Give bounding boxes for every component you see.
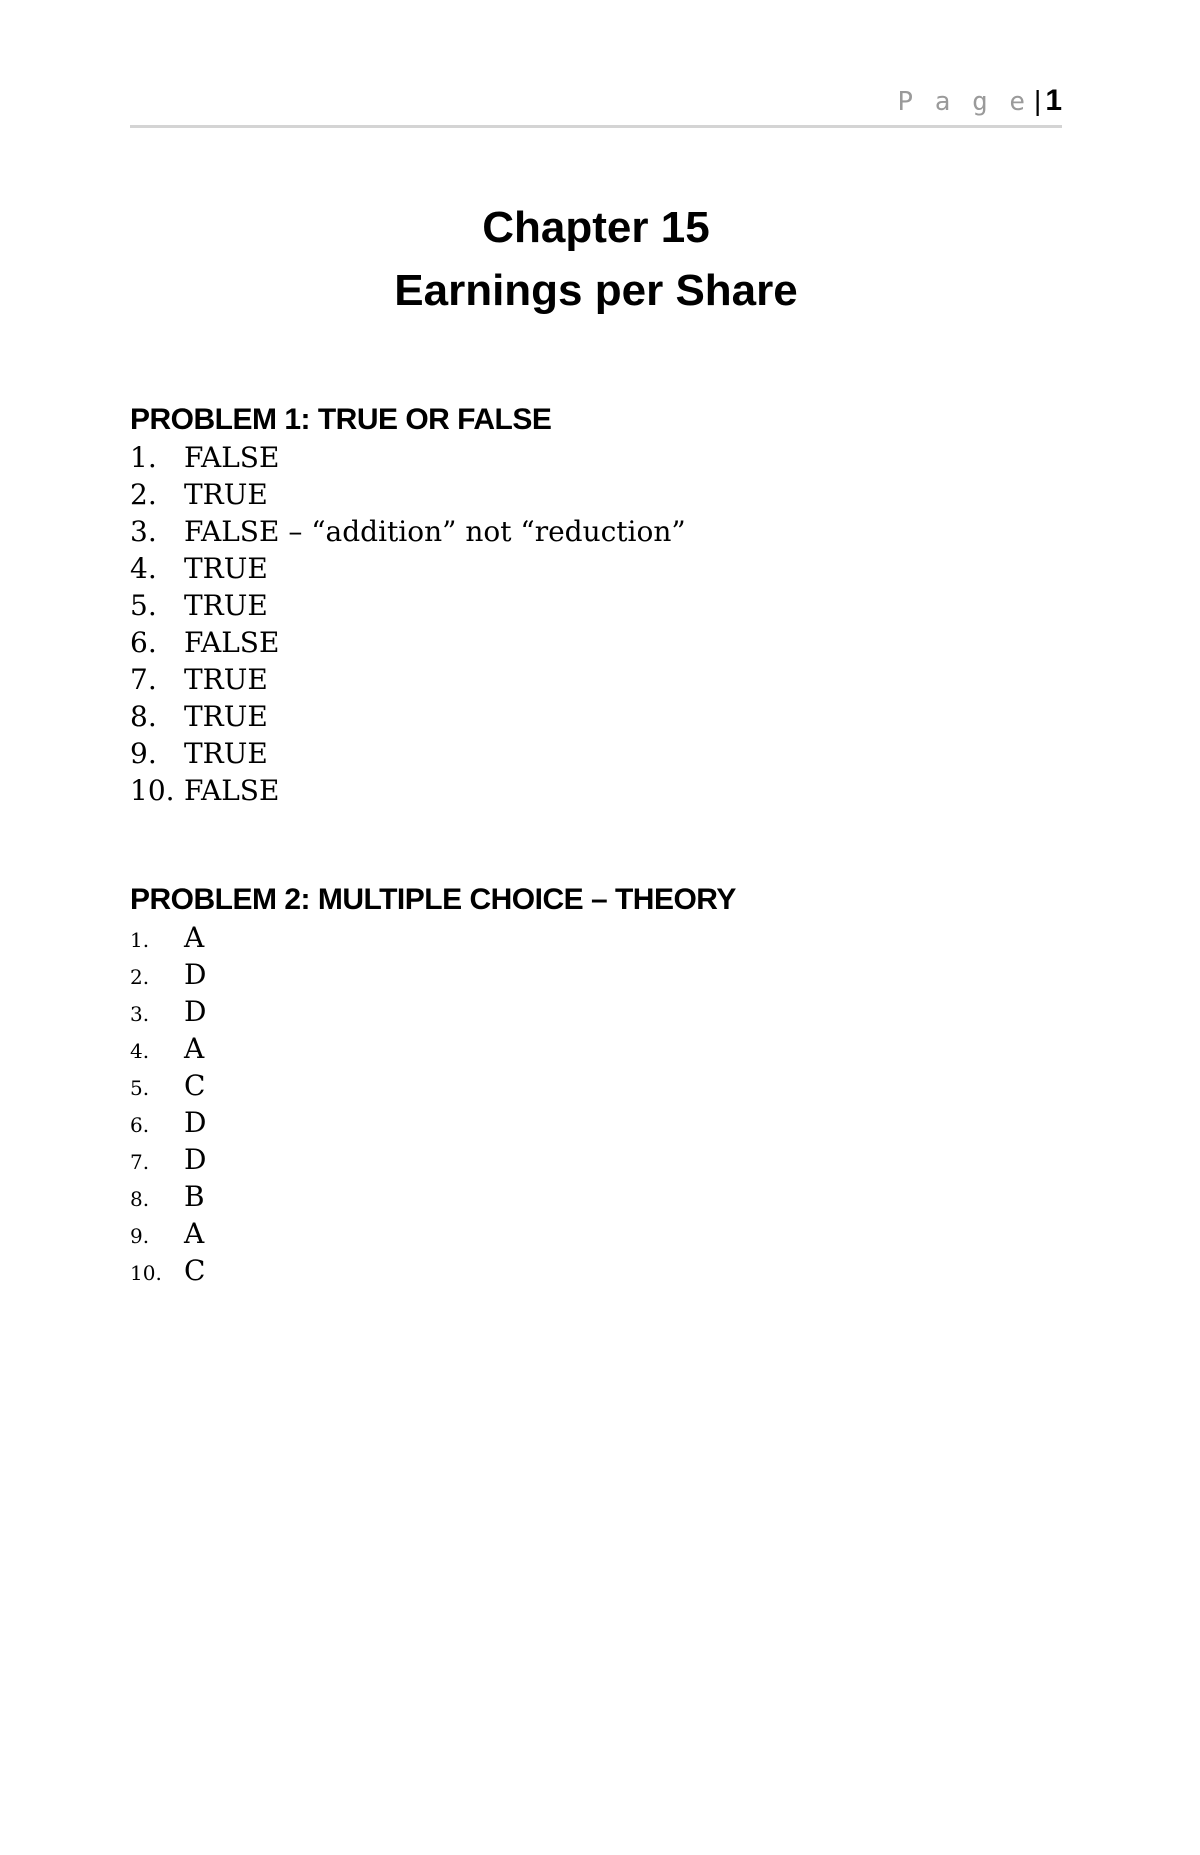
page-header — [130, 84, 1062, 118]
item-number: 10. — [130, 1261, 162, 1285]
list-item — [130, 1067, 1030, 1104]
item-answer: A — [184, 1217, 205, 1250]
item-number: 6. — [130, 1113, 150, 1137]
page-separator: | — [1034, 85, 1042, 116]
item-answer: A — [184, 1032, 205, 1065]
list-item — [130, 993, 1030, 1030]
list-item — [130, 772, 1030, 809]
item-number: 9. — [130, 737, 157, 770]
list-item — [130, 1141, 1030, 1178]
problem-1-answer-list — [130, 439, 1030, 809]
item-answer: TRUE — [184, 737, 268, 770]
problem-2-section — [130, 882, 1030, 1289]
list-item — [130, 1252, 1030, 1289]
chapter-name: Earnings per Share — [394, 266, 798, 315]
header-rule — [130, 125, 1062, 128]
item-number: 5. — [130, 589, 157, 622]
list-item — [130, 1030, 1030, 1067]
item-number: 3. — [130, 1002, 150, 1026]
item-answer: TRUE — [184, 663, 268, 696]
page-number: 1 — [1045, 84, 1062, 117]
item-answer: D — [184, 1143, 207, 1176]
item-answer: D — [184, 1106, 207, 1139]
item-answer: FALSE — [184, 626, 280, 659]
item-answer: TRUE — [184, 700, 268, 733]
item-number: 6. — [130, 626, 157, 659]
item-number: 3. — [130, 515, 157, 548]
item-answer: C — [184, 1254, 206, 1287]
list-item — [130, 550, 1030, 587]
item-number: 7. — [130, 663, 157, 696]
problem-1-heading: PROBLEM 1: TRUE OR FALSE — [130, 403, 552, 436]
item-number: 9. — [130, 1224, 150, 1248]
item-number: 8. — [130, 700, 157, 733]
item-answer: D — [184, 958, 207, 991]
item-answer: FALSE — [184, 774, 280, 807]
list-item — [130, 476, 1030, 513]
item-number: 2. — [130, 478, 157, 511]
problem-2-heading: PROBLEM 2: MULTIPLE CHOICE – THEORY — [130, 883, 736, 916]
page-label: P a g e — [897, 87, 1029, 117]
item-number: 2. — [130, 965, 150, 989]
problem-1-section — [130, 402, 1030, 809]
list-item — [130, 513, 1030, 550]
list-item — [130, 1178, 1030, 1215]
list-item — [130, 624, 1030, 661]
chapter-number: Chapter 15 — [482, 203, 710, 252]
item-number: 4. — [130, 552, 157, 585]
list-item — [130, 735, 1030, 772]
item-answer: TRUE — [184, 552, 268, 585]
item-number: 4. — [130, 1039, 150, 1063]
item-answer: D — [184, 995, 207, 1028]
item-answer: FALSE — [184, 441, 280, 474]
list-item — [130, 698, 1030, 735]
item-number: 7. — [130, 1150, 150, 1174]
list-item — [130, 587, 1030, 624]
item-number: 10. — [130, 774, 175, 807]
list-item — [130, 919, 1030, 956]
item-answer: A — [184, 921, 205, 954]
item-answer: TRUE — [184, 478, 268, 511]
item-number: 8. — [130, 1187, 150, 1211]
item-answer: C — [184, 1069, 206, 1102]
list-item — [130, 1104, 1030, 1141]
list-item — [130, 439, 1030, 476]
item-answer: FALSE – “addition” not “reduction” — [184, 515, 686, 548]
list-item — [130, 956, 1030, 993]
item-number: 1. — [130, 928, 150, 952]
item-answer: TRUE — [184, 589, 268, 622]
item-number: 5. — [130, 1076, 150, 1100]
list-item — [130, 661, 1030, 698]
list-item — [130, 1215, 1030, 1252]
problem-2-answer-list — [130, 919, 1030, 1289]
item-number: 1. — [130, 441, 157, 474]
item-answer: B — [184, 1180, 205, 1213]
chapter-title — [130, 196, 1062, 322]
